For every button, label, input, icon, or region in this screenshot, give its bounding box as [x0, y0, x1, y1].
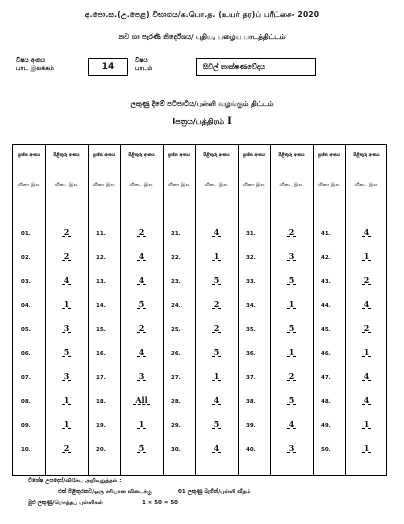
answer-text: 4	[213, 227, 220, 237]
answer-value	[195, 251, 238, 261]
question-number: 19.	[96, 423, 106, 429]
answer-value	[195, 323, 238, 333]
answer-number-header: පිළිතුරු අංකය	[53, 153, 80, 158]
answer-text: 4	[363, 227, 370, 237]
answer-grid	[12, 144, 387, 476]
answer-number-header: පිළිතුරු අංකය	[203, 153, 230, 158]
answer-value	[345, 443, 388, 453]
answer-value	[195, 395, 238, 405]
answer-value	[45, 443, 88, 453]
syllabus-title: නව හා පැරණි නිර්දේශය/ புதிய, பழைய பாடத்திட்டம்	[118, 33, 286, 41]
answer-value	[45, 251, 88, 261]
question-number: 47.	[321, 375, 331, 381]
answer-value	[270, 251, 313, 261]
question-number: 44.	[321, 303, 331, 309]
answer-text: 1	[363, 443, 370, 453]
answer-text: 1	[63, 395, 70, 405]
answer-value	[120, 347, 163, 357]
question-number-header: ප්‍රශ්න අංකය	[167, 153, 191, 158]
answer-text: 2	[63, 227, 70, 237]
question-number: 45.	[321, 327, 331, 333]
paper-title	[0, 116, 404, 127]
subject-number-label	[16, 57, 54, 73]
paper-number: I	[227, 116, 232, 127]
question-number: 06.	[21, 351, 31, 357]
question-number: 05.	[21, 327, 31, 333]
question-number: 14.	[96, 303, 106, 309]
question-number: 36.	[246, 351, 256, 357]
answer-value	[270, 347, 313, 357]
answer-text: 1	[63, 419, 70, 429]
answer-text: 5	[213, 275, 220, 285]
answer-text: 1	[213, 371, 220, 381]
answer-value	[45, 395, 88, 405]
question-number: 02.	[21, 255, 31, 261]
answer-text: 4	[63, 275, 70, 285]
answer-text: 3	[288, 251, 295, 261]
question-number-header: ප්‍රශ්න අංකය	[317, 153, 341, 158]
subject-number-label-ta: பாட இலக்கம்	[16, 65, 54, 72]
answer-text: 4	[363, 395, 370, 405]
answer-text: 2	[63, 251, 70, 261]
subject-label-ta: பாடம்	[135, 65, 153, 72]
answer-text: 5	[288, 395, 295, 405]
answer-number-subheader: விடை இல.	[129, 183, 154, 188]
answer-text: 2	[363, 275, 370, 285]
group-divider	[313, 145, 314, 475]
question-number: 18.	[96, 399, 106, 405]
answer-text: 4	[213, 443, 220, 453]
question-number: 50.	[321, 447, 331, 453]
answer-text: 4	[213, 395, 220, 405]
question-number: 40.	[246, 447, 256, 453]
paper-label: Iපත්‍රය/பத்திரம்	[172, 117, 225, 126]
question-number-header: ප්‍රශ්න අංකය	[242, 153, 266, 158]
question-number: 37.	[246, 375, 256, 381]
answer-text: 3	[288, 443, 295, 453]
answer-text: 4	[138, 347, 145, 357]
question-number: 07.	[21, 375, 31, 381]
marking-scheme-title: ලකුණු දීමේ පටිපාටිය/புள்ளி வழங்கும் திட்டம்	[130, 100, 274, 108]
question-number-subheader: வினா இல.	[17, 183, 41, 188]
answer-text: 1	[288, 299, 295, 309]
question-number: 20.	[96, 447, 106, 453]
group-divider	[88, 145, 89, 475]
question-number: 33.	[246, 279, 256, 285]
answer-text: 5	[288, 275, 295, 285]
question-number: 26.	[171, 351, 181, 357]
subject-label-si: විෂය	[135, 57, 148, 64]
answer-number-subheader: விடை இல.	[204, 183, 229, 188]
subject-label	[135, 57, 152, 73]
question-number-header: ප්‍රශ්න අංකය	[17, 153, 41, 158]
answer-text: 2	[213, 299, 220, 309]
exam-title: අ.පො.ස.(උ.පෙළ) විභාගය/க.பொ.த. (உயர் தர)ப் பரீட்சை- 2020	[84, 10, 320, 19]
answer-value	[45, 419, 88, 429]
question-number: 17.	[96, 375, 106, 381]
answer-value	[120, 443, 163, 453]
special-note: විශේෂ උපදෙස්/விசேட அறிவுறுத்தல் :	[28, 478, 122, 484]
answer-value	[45, 347, 88, 357]
answer-text: 3	[138, 371, 145, 381]
answer-text: 4	[288, 419, 295, 429]
answer-text: 1	[63, 299, 70, 309]
answer-value	[195, 443, 238, 453]
answer-text: 4	[138, 251, 145, 261]
answer-number-header: පිළිතුරු අංකය	[128, 153, 155, 158]
answer-value	[270, 323, 313, 333]
subject-number-box: 14	[88, 58, 128, 76]
answer-value	[120, 227, 163, 237]
answer-text: 1	[363, 419, 370, 429]
subject-name-box: සිවිල් තාක්ෂණවේදය	[196, 58, 316, 76]
question-number: 35.	[246, 327, 256, 333]
question-number: 04.	[21, 303, 31, 309]
total-marks-label: මුළු ලකුණු/மொத்தப் புள்ளிகள்	[28, 500, 103, 506]
answer-value	[120, 419, 163, 429]
answer-text: 2	[138, 227, 145, 237]
question-number: 29.	[171, 423, 181, 429]
answer-value	[120, 275, 163, 285]
question-number-subheader: வினா இல.	[317, 183, 341, 188]
answer-text: 4	[138, 275, 145, 285]
answer-text: 2	[288, 227, 295, 237]
answer-number-subheader: விடை இல.	[54, 183, 79, 188]
answer-text: 2	[138, 323, 145, 333]
question-number: 25.	[171, 327, 181, 333]
question-number: 28.	[171, 399, 181, 405]
question-number: 39.	[246, 423, 256, 429]
answer-value	[120, 251, 163, 261]
answer-value	[195, 275, 238, 285]
answer-text: 5	[138, 299, 145, 309]
question-number: 03.	[21, 279, 31, 285]
question-number: 30.	[171, 447, 181, 453]
question-number: 01.	[21, 231, 31, 237]
per-answer-value: 01 ලකුණු බැගින්/புள்ளி வீதம்	[178, 489, 251, 495]
question-number: 42.	[321, 255, 331, 261]
answer-value	[345, 347, 388, 357]
answer-value	[270, 275, 313, 285]
group-divider	[238, 145, 239, 475]
answer-value	[270, 443, 313, 453]
answer-value	[195, 419, 238, 429]
question-number: 34.	[246, 303, 256, 309]
answer-text: 2	[288, 371, 295, 381]
answer-value	[45, 299, 88, 309]
question-number: 43.	[321, 279, 331, 285]
question-number: 13.	[96, 279, 106, 285]
answer-text: 1	[288, 347, 295, 357]
answer-text: 5	[213, 419, 220, 429]
question-number: 21.	[171, 231, 181, 237]
answer-text: 1	[363, 251, 370, 261]
answer-value	[195, 371, 238, 381]
question-number: 24.	[171, 303, 181, 309]
answer-value	[45, 275, 88, 285]
answer-value	[345, 419, 388, 429]
question-number: 16.	[96, 351, 106, 357]
answer-text: 2	[363, 323, 370, 333]
answer-value	[45, 323, 88, 333]
answer-value	[270, 419, 313, 429]
answer-value	[120, 323, 163, 333]
answer-value	[345, 299, 388, 309]
answer-text: 3	[63, 323, 70, 333]
answer-value	[120, 371, 163, 381]
subject-number-label-si: විෂය අංකය	[16, 57, 46, 64]
answer-text: 3	[63, 371, 70, 381]
answer-text: 5	[213, 347, 220, 357]
answer-text: 5	[63, 347, 70, 357]
answer-text: 4	[363, 299, 370, 309]
question-number: 31.	[246, 231, 256, 237]
question-number: 32.	[246, 255, 256, 261]
question-number: 27.	[171, 375, 181, 381]
question-number: 48.	[321, 399, 331, 405]
answer-text: 1	[138, 419, 145, 429]
answer-value	[345, 227, 388, 237]
answer-text: 2	[63, 443, 70, 453]
answer-text: All	[135, 395, 148, 405]
answer-number-header: පිළිතුරු අංකය	[353, 153, 380, 158]
answer-value	[270, 227, 313, 237]
question-number-subheader: வினா இல.	[242, 183, 266, 188]
answer-value	[195, 227, 238, 237]
answer-value	[345, 251, 388, 261]
answer-value	[345, 275, 388, 285]
question-number: 09.	[21, 423, 31, 429]
answer-value	[345, 395, 388, 405]
answer-value	[45, 227, 88, 237]
answer-value	[270, 299, 313, 309]
answer-text: 5	[288, 323, 295, 333]
answer-value	[120, 395, 163, 405]
answer-value	[345, 371, 388, 381]
answer-value	[345, 323, 388, 333]
question-number: 49.	[321, 423, 331, 429]
question-number-subheader: வினா இல.	[167, 183, 191, 188]
answer-value	[270, 395, 313, 405]
answer-text: 1	[363, 347, 370, 357]
per-answer-label: එක් පිළිතුරකට/ஒரு சரியான விடைக்கு	[58, 489, 152, 495]
answer-text: 2	[213, 323, 220, 333]
answer-number-subheader: விடை இல.	[354, 183, 379, 188]
total-marks-value: 1 × 50 = 50	[142, 500, 179, 506]
answer-value	[120, 299, 163, 309]
question-number: 12.	[96, 255, 106, 261]
question-number: 23.	[171, 279, 181, 285]
answer-text: 5	[138, 443, 145, 453]
question-number: 10.	[21, 447, 31, 453]
question-number-subheader: வினா இல.	[92, 183, 116, 188]
question-number: 46.	[321, 351, 331, 357]
question-number-header: ප්‍රශ්න අංකය	[92, 153, 116, 158]
question-number: 08.	[21, 399, 31, 405]
answer-value	[45, 371, 88, 381]
answer-value	[195, 299, 238, 309]
answer-number-subheader: விடை இல.	[279, 183, 304, 188]
question-number: 15.	[96, 327, 106, 333]
group-divider	[163, 145, 164, 475]
question-number: 11.	[96, 231, 106, 237]
question-number: 41.	[321, 231, 331, 237]
answer-value	[195, 347, 238, 357]
question-number: 22.	[171, 255, 181, 261]
answer-value	[270, 371, 313, 381]
question-number: 38.	[246, 399, 256, 405]
answer-number-header: පිළිතුරු අංකය	[278, 153, 305, 158]
answer-text: 4	[363, 371, 370, 381]
answer-text: 1	[213, 251, 220, 261]
